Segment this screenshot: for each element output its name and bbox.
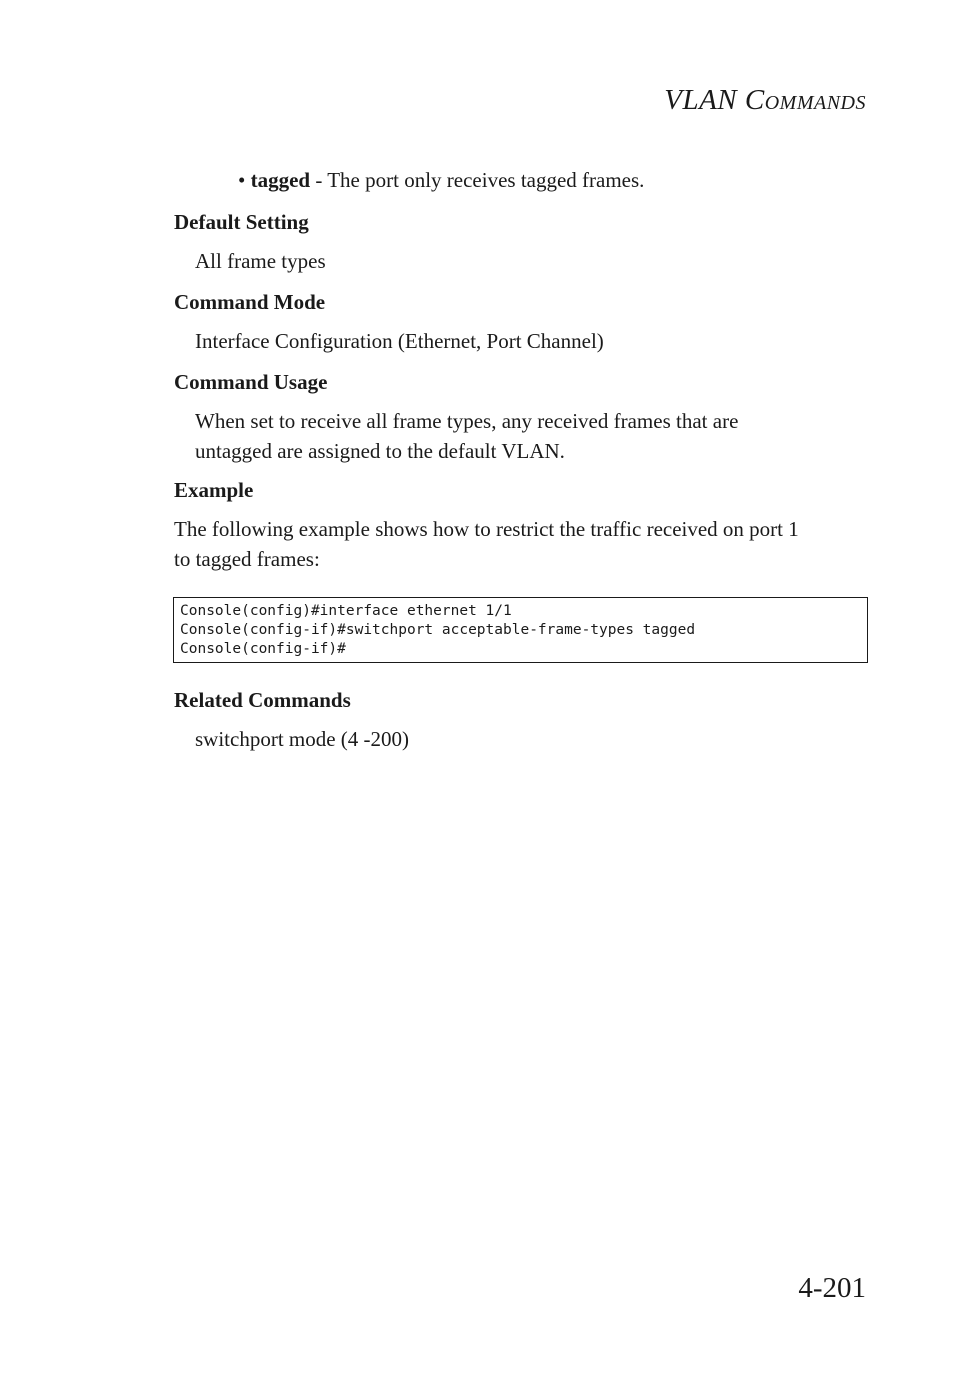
example-line: to tagged frames: [174, 547, 320, 571]
command-usage-paragraph [195, 406, 738, 466]
command-usage-line: When set to receive all frame types, any received frames that are [195, 409, 739, 433]
running-header-smallcaps: Commands [744, 84, 866, 116]
example-paragraph [174, 514, 799, 574]
page-number: 4-201 [798, 1272, 866, 1304]
code-line: Console(config-if)#switchport acceptable-frame-types tagged [180, 622, 696, 638]
command-mode-text: Interface Configuration (Ethernet, Port Channel) [195, 329, 604, 353]
bullet-text: - The port only receives tagged frames. [310, 168, 645, 192]
related-commands-text: switchport mode (4 -200) [195, 727, 410, 751]
command-usage-line: untagged are assigned to the default VLAN. [195, 439, 565, 463]
bullet-item-tagged [238, 168, 644, 193]
heading-default-setting: Default Setting [174, 210, 309, 234]
bullet-symbol: • [238, 168, 246, 192]
example-line: The following example shows how to restrict the traffic received on port 1 [174, 517, 799, 541]
heading-command-usage: Command Usage [174, 370, 328, 394]
running-header-prefix: VLAN [664, 84, 745, 116]
heading-related-commands: Related Commands [174, 688, 351, 712]
code-line: Console(config-if)# [180, 641, 346, 657]
default-setting-text: All frame types [195, 249, 326, 273]
heading-example: Example [174, 478, 254, 502]
code-example-box [173, 597, 868, 663]
bullet-term: tagged [250, 168, 311, 192]
running-header [664, 84, 866, 117]
code-line: Console(config)#interface ethernet 1/1 [180, 603, 512, 619]
heading-command-mode: Command Mode [174, 290, 326, 314]
